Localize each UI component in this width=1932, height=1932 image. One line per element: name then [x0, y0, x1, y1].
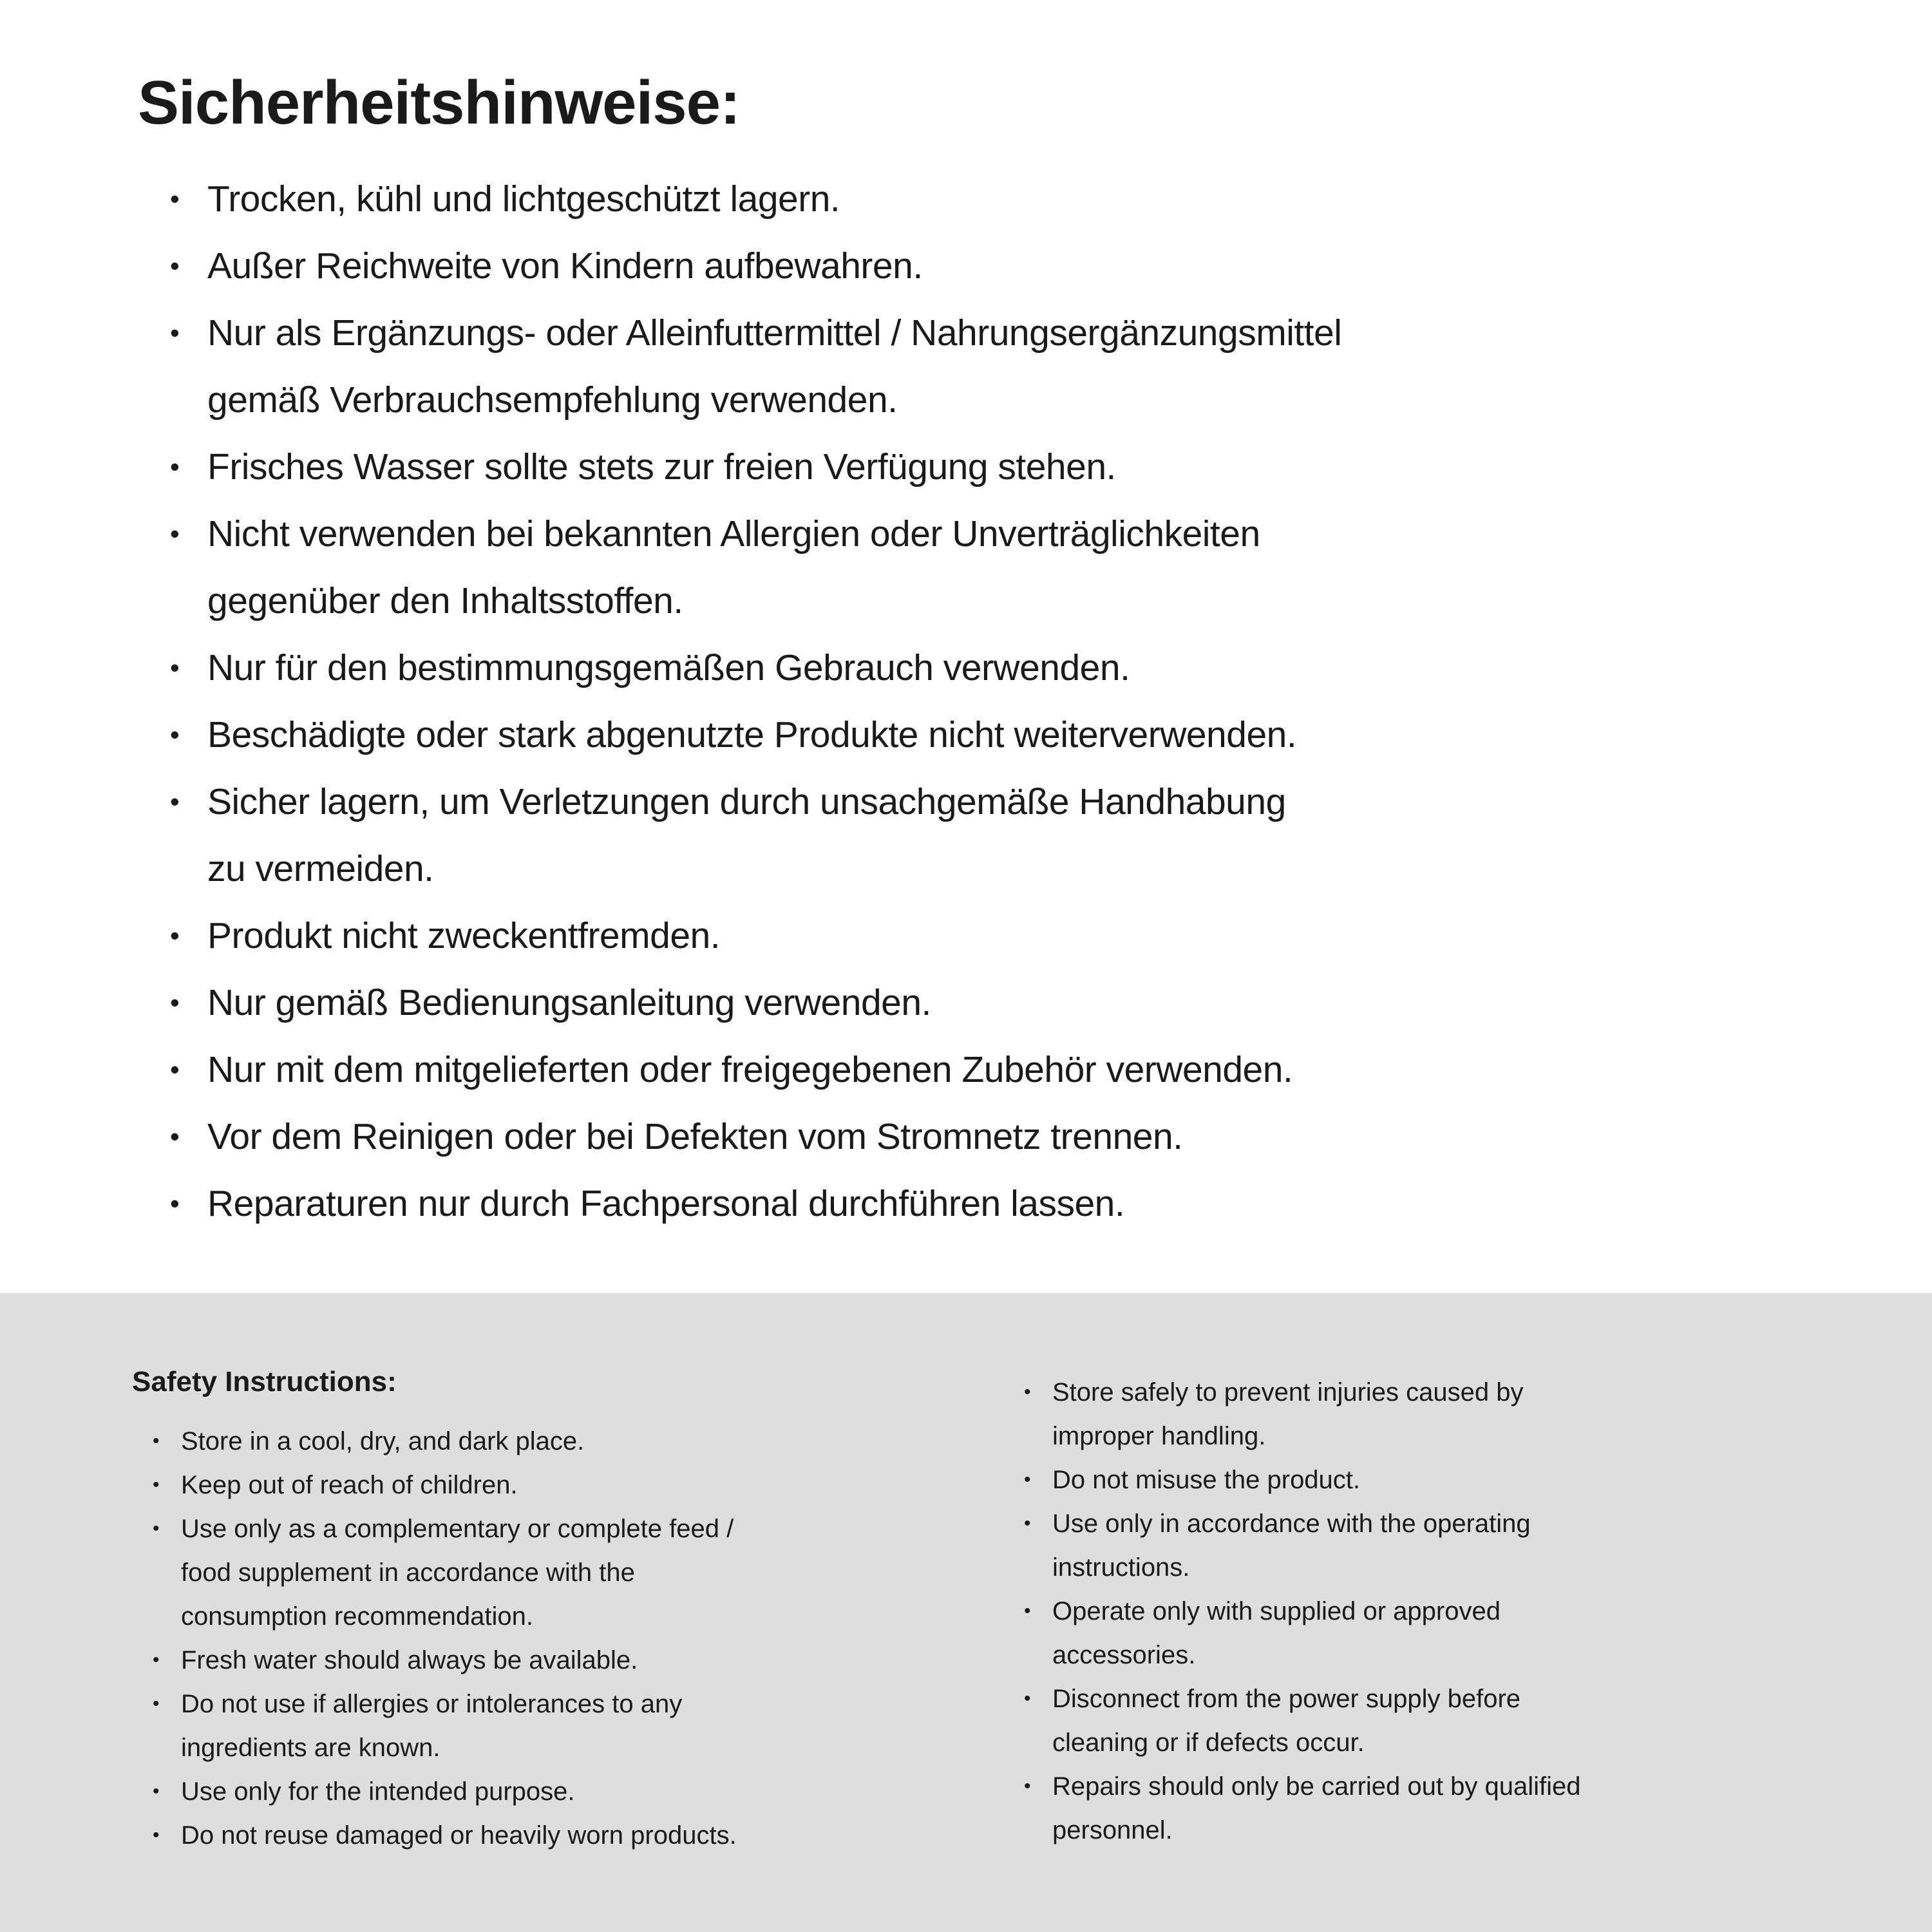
- bullet-icon: •: [170, 1121, 180, 1151]
- list-item: [170, 433, 1880, 500]
- list-item-text: Store safely to prevent injuries caused by: [1052, 1378, 1524, 1406]
- list-item-text: Nur gemäß Bedienungsanleitung verwenden.: [207, 982, 931, 1023]
- bullet-icon: •: [170, 251, 180, 281]
- list-item-text: Use only for the intended purpose.: [181, 1777, 575, 1806]
- list-item-text: food supplement in accordance with the: [181, 1558, 635, 1587]
- list-item-text: instructions.: [1052, 1553, 1190, 1582]
- list-item: [170, 1036, 1880, 1103]
- bullet-icon: •: [153, 1430, 160, 1452]
- list-item: [1024, 1458, 1893, 1502]
- bullet-icon: •: [170, 451, 180, 482]
- bullet-icon: •: [1024, 1513, 1031, 1534]
- bullet-icon: •: [170, 1054, 180, 1084]
- list-item-text: Nur als Ergänzungs- oder Alleinfuttermittel / Nahrungsergänzungsmittel: [207, 312, 1342, 354]
- list-item-text: ingredients are known.: [181, 1734, 440, 1762]
- list-item-text: gemäß Verbrauchsempfehlung verwenden.: [207, 379, 898, 421]
- bullet-icon: •: [153, 1824, 160, 1846]
- bullet-icon: •: [153, 1781, 160, 1802]
- german-bullet-list: [170, 166, 1880, 1237]
- list-item: [1024, 1765, 1893, 1852]
- list-item-text: personnel.: [1052, 1816, 1173, 1844]
- list-item: [153, 1463, 1024, 1507]
- english-section: [0, 1293, 1932, 1932]
- list-item-text: Operate only with supplied or approved: [1052, 1597, 1501, 1625]
- list-item-text: Sicher lagern, um Verletzungen durch unsachgemäße Handhabung: [207, 781, 1286, 822]
- list-item-text: consumption recommendation.: [181, 1602, 533, 1631]
- list-item-text: Produkt nicht zweckentfremden.: [207, 915, 721, 956]
- list-item: [170, 500, 1880, 634]
- list-item: [153, 1419, 1024, 1463]
- german-heading: Sicherheitshinweise:: [138, 68, 740, 137]
- bullet-icon: •: [170, 518, 180, 549]
- list-item-text: Disconnect from the power supply before: [1052, 1685, 1521, 1713]
- english-right-column: [1024, 1360, 1893, 1932]
- english-left-bullet-list: [153, 1419, 1024, 1857]
- list-item-text: zu vermeiden.: [207, 848, 434, 889]
- list-item: [170, 232, 1880, 299]
- bullet-icon: •: [170, 987, 180, 1018]
- list-item: [170, 701, 1880, 768]
- list-item: [153, 1682, 1024, 1770]
- bullet-icon: •: [170, 184, 180, 214]
- list-item: [170, 299, 1880, 433]
- list-item-text: Nur mit dem mitgelieferten oder freigegebenen Zubehör verwenden.: [207, 1049, 1293, 1090]
- list-item-text: Außer Reichweite von Kindern aufbewahren.: [207, 245, 923, 287]
- list-item: [153, 1814, 1024, 1857]
- list-item-text: Use only as a complementary or complete feed /: [181, 1515, 734, 1543]
- bullet-icon: •: [170, 920, 180, 951]
- list-item-text: improper handling.: [1052, 1422, 1266, 1450]
- list-item: [170, 969, 1880, 1036]
- english-left-column: [132, 1360, 1024, 1932]
- list-item-text: Nur für den bestimmungsgemäßen Gebrauch verwenden.: [207, 647, 1130, 688]
- bullet-icon: •: [153, 1693, 160, 1714]
- list-item: [153, 1638, 1024, 1682]
- list-item-text: Do not misuse the product.: [1052, 1466, 1361, 1494]
- list-item-text: Do not reuse damaged or heavily worn products.: [181, 1821, 737, 1850]
- list-item: [170, 902, 1880, 969]
- list-item-text: Vor dem Reinigen oder bei Defekten vom Stromnetz trennen.: [207, 1116, 1183, 1157]
- list-item: [170, 1170, 1880, 1237]
- bullet-icon: •: [1024, 1776, 1031, 1797]
- list-item-text: Nicht verwenden bei bekannten Allergien oder Unverträglichkeiten: [207, 513, 1260, 554]
- list-item-text: gegenüber den Inhaltsstoffen.: [207, 580, 683, 621]
- list-item-text: Frisches Wasser sollte stets zur freien Verfügung stehen.: [207, 446, 1116, 488]
- list-item-text: accessories.: [1052, 1641, 1196, 1669]
- bullet-icon: •: [1024, 1469, 1031, 1490]
- list-item-text: cleaning or if defects occur.: [1052, 1728, 1365, 1757]
- bullet-icon: •: [1024, 1688, 1031, 1709]
- list-item-text: Repairs should only be carried out by qualified: [1052, 1772, 1581, 1801]
- list-item: [1024, 1589, 1893, 1677]
- list-item: [170, 768, 1880, 902]
- bullet-icon: •: [170, 317, 180, 348]
- english-heading: Safety Instructions:: [132, 1366, 397, 1397]
- list-item: [153, 1770, 1024, 1814]
- list-item: [153, 1507, 1024, 1638]
- list-item: [170, 166, 1880, 232]
- list-item-text: Use only in accordance with the operating: [1052, 1510, 1531, 1538]
- bullet-icon: •: [1024, 1600, 1031, 1622]
- list-item: [1024, 1370, 1893, 1458]
- list-item-text: Fresh water should always be available.: [181, 1646, 638, 1674]
- list-item: [170, 634, 1880, 701]
- bullet-icon: •: [153, 1649, 160, 1671]
- bullet-icon: •: [153, 1518, 160, 1539]
- bullet-icon: •: [170, 719, 180, 750]
- bullet-icon: •: [170, 1188, 180, 1218]
- list-item: [1024, 1677, 1893, 1765]
- bullet-icon: •: [153, 1474, 160, 1495]
- bullet-icon: •: [170, 786, 180, 817]
- list-item-text: Reparaturen nur durch Fachpersonal durchführen lassen.: [207, 1183, 1125, 1224]
- list-item-text: Trocken, kühl und lichtgeschützt lagern.: [207, 178, 840, 220]
- list-item-text: Store in a cool, dry, and dark place.: [181, 1427, 585, 1455]
- list-item-text: Do not use if allergies or intolerances to any: [181, 1690, 683, 1718]
- list-item: [1024, 1502, 1893, 1589]
- list-item-text: Beschädigte oder stark abgenutzte Produkte nicht weiterverwenden.: [207, 714, 1297, 755]
- bullet-icon: •: [170, 652, 180, 683]
- list-item-text: Keep out of reach of children.: [181, 1471, 518, 1499]
- bullet-icon: •: [1024, 1381, 1031, 1403]
- english-right-bullet-list: [1024, 1370, 1893, 1852]
- list-item: [170, 1103, 1880, 1170]
